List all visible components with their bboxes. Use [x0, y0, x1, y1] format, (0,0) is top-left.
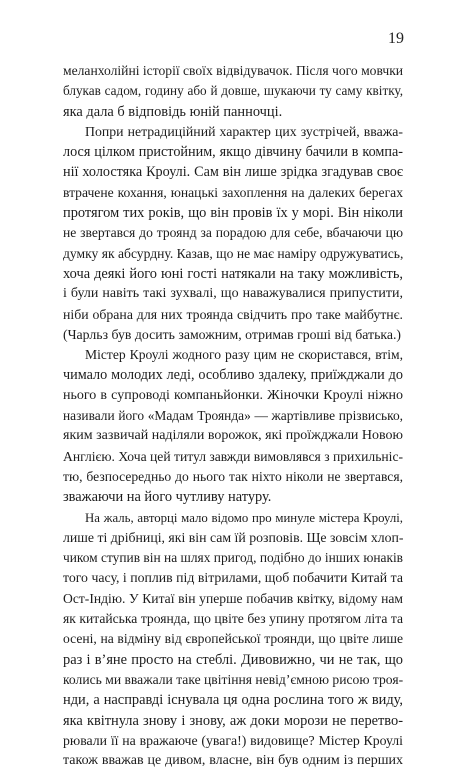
text-line: не звертався до троянд за порадою для себе, вбачаючи цю	[63, 225, 403, 241]
paragraph	[63, 122, 403, 345]
text-line: Ост-Індію. У Китаї він уперше побачив квітку, відому нам	[63, 590, 403, 606]
text-line: як китайська троянда, що цвіте без упину протягом літа та	[63, 611, 403, 627]
paragraph	[63, 345, 403, 507]
text-line: нього в супроводі компаньйонки. Жіночки Кроулі ніжно	[63, 387, 403, 403]
text-line: осені, на відміну від європейської троянди, що цвіте лише	[63, 631, 403, 647]
text-line: (Чарльз був досить заможним, отримав гроші від батька.)	[63, 326, 402, 342]
text-line: яка квітнула знову і знову, аж доки морози не перетво-	[63, 712, 403, 729]
text-line: меланхолійні історії своїх відвідувачок. Після чого мовчки	[63, 63, 404, 78]
text-line: втрачене кохання, юнацькі захоплення на далеких берегах	[63, 184, 403, 200]
text-line: називали його «Мадам Троянда» — жартівливе прізвисько,	[63, 408, 403, 424]
text-line: колись ми вважали таке цвітіння невід’ємною рисою троя-	[63, 671, 404, 687]
text-line: На жаль, авторці мало відомо про минуле містера Кроулі,	[85, 510, 403, 525]
text-line: Попри нетрадиційний характер цих зустрічей, вважа-	[85, 123, 403, 139]
page-number: 19	[388, 30, 404, 47]
text-line: думку як абсурдну. Казав, що не має наміру одружуватись,	[63, 245, 404, 261]
text-line: лише ті дрібниці, які він сам їй розповів. Ще зовсім хлоп-	[63, 529, 404, 545]
text-line: Англією. Хоча цей титул завжди вимовлявся з прихильніс-	[63, 448, 403, 464]
text-line: лося цілком пристойним, якщо дівчину бачили в компа-	[63, 144, 403, 161]
body-text	[63, 61, 403, 771]
text-line: нії холостяка Кроулі. Сам він лише зрідка згадував своє	[63, 164, 403, 181]
text-line: також вважав це дивом, власне, він був одним із перших	[63, 753, 403, 769]
text-line: Містер Кроулі жодного разу цим не скористався, втім,	[85, 347, 403, 363]
text-line: хоча деякі його юні гості натякали на таку можливість,	[63, 265, 403, 282]
text-line: зважаючи на його чутливу натуру.	[63, 489, 272, 506]
text-line: чиком ступив він на шлях пригод, подібно до інших юнаків	[63, 550, 403, 566]
paragraph	[63, 508, 403, 771]
text-line: тю, безпосередньо до нього так ніхто ніколи не звертався,	[63, 468, 403, 484]
text-line: і були навіть такі зухвалі, що наважувалися припустити,	[63, 286, 403, 302]
text-line: раз і в’яне просто на стеблі. Дивовижно, чи не так, що	[63, 651, 403, 668]
text-line: протягом тих років, що він провів їх у морі. Він ніколи	[63, 205, 403, 222]
text-line: того часу, і поплив під вітрилами, щоб побачити Китай та	[63, 570, 403, 586]
text-line: яка дала б відповідь юній панночці.	[63, 103, 283, 120]
text-line: чимало молодих леді, особливо здалеку, приїжджали до	[63, 367, 403, 384]
paragraph	[63, 61, 403, 122]
text-line: яким зазвичай наділяли ворожок, які проїжджали Новою	[63, 428, 404, 444]
text-line: нди, а насправді існувала ця одна рослина того ж виду,	[63, 692, 403, 709]
text-line: ніби обрана для них троянда свідчить про таке майбутнє.	[63, 306, 403, 322]
text-line: рювали її на вражаюче (увага!) видовище? Містер Кроулі	[63, 732, 403, 748]
text-line: блукав садом, годину або й довше, шукаючи ту саму квітку,	[63, 83, 403, 99]
